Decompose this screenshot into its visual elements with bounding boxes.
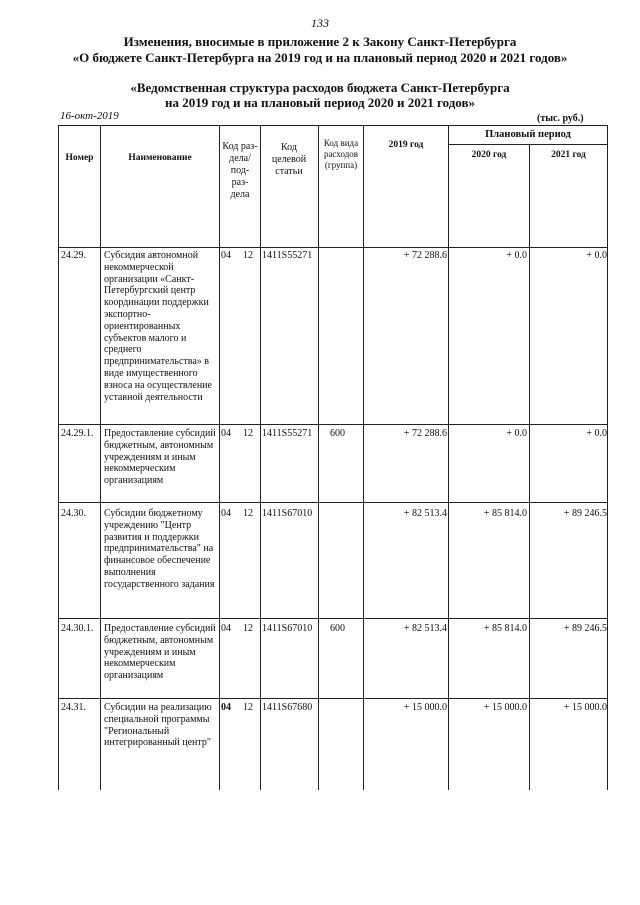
row-value-2021: + 15 000.0 xyxy=(563,702,607,713)
row-divider-3 xyxy=(58,618,608,619)
row-target: 1411S67010 xyxy=(262,623,313,634)
structure-title-line-1: «Ведомственная структура расходов бюджета Санкт-Петербурга xyxy=(130,80,510,95)
page-number: 133 xyxy=(311,16,329,30)
row-value-2021: + 0.0 xyxy=(586,250,607,261)
col-line-left xyxy=(58,125,59,790)
row-number: 24.30. xyxy=(61,508,86,519)
row-target: 1411S55271 xyxy=(262,250,313,261)
header-number: Номер xyxy=(65,153,94,163)
table-top-border xyxy=(58,125,608,126)
structure-title-line-2: на 2019 год и на плановый период 2020 и 2021 годов» xyxy=(164,95,475,110)
col-line-2020 xyxy=(529,144,530,790)
row-expense-type: 600 xyxy=(330,428,345,439)
row-subsection: 12 xyxy=(243,428,253,439)
row-divider-4 xyxy=(58,698,608,699)
row-section: 04 xyxy=(221,250,231,261)
header-2019: 2019 год xyxy=(388,140,424,150)
row-value-2019: + 82 513.4 xyxy=(403,623,447,634)
row-divider-1 xyxy=(58,424,608,425)
header-plan-period: Плановый период xyxy=(485,129,571,140)
law-title-line-2: «О бюджете Санкт-Петербурга на 2019 год и на плановый период 2020 и 2021 годов» xyxy=(72,50,568,65)
row-divider-2 xyxy=(58,502,608,503)
row-expense-type: 600 xyxy=(330,623,345,634)
row-section: 04 xyxy=(221,623,231,634)
row-name: Предоставление субсидий бюджетным, автономным учреждениям и иным некоммерческим организациям xyxy=(104,428,216,487)
header-expense-type: Код вида расходов (группа) xyxy=(323,138,359,170)
row-value-2019: + 72 288.6 xyxy=(403,250,447,261)
row-number: 24.29.1. xyxy=(61,428,94,439)
row-value-2020: + 85 814.0 xyxy=(483,508,527,519)
header-2021: 2021 год xyxy=(551,150,586,160)
row-value-2019: + 82 513.4 xyxy=(403,508,447,519)
header-2020: 2020 год xyxy=(471,150,507,160)
row-name: Предоставление субсидий бюджетным, автономным учреждениям и иным некоммерческим организациям xyxy=(104,623,216,682)
row-section: 04 xyxy=(221,428,231,439)
col-line-type xyxy=(363,125,364,790)
col-line-name xyxy=(219,125,220,790)
law-title-line-1: Изменения, вносимые в приложение 2 к Закону Санкт-Петербурга xyxy=(123,34,517,49)
units-label: (тыс. руб.) xyxy=(537,113,584,124)
row-number: 24.29. xyxy=(61,250,86,261)
col-line-section xyxy=(260,125,261,790)
header-section-code: Код раз- дела/ под- раз- дела xyxy=(222,141,258,200)
row-name: Субсидия автономной некоммерческой организации «Санкт-Петербургский центр координации поддержки экспортно-ориентированных субъектов малого и среднего предпринимательства» в виде имущественного взноса на осуществление уставной деятельности xyxy=(104,250,212,403)
row-value-2021: + 89 246.5 xyxy=(563,508,607,519)
row-name: Субсидии бюджетному учреждению "Центр развития и поддержки предпринимательства" на финансовое обеспечение выполнения государственного задания xyxy=(104,508,215,590)
row-target: 1411S55271 xyxy=(262,428,313,439)
row-value-2021: + 89 246.5 xyxy=(563,623,607,634)
col-line-2019 xyxy=(448,125,449,790)
row-value-2020: + 0.0 xyxy=(506,428,527,439)
header-name: Наименование xyxy=(128,153,192,163)
row-section: 04 xyxy=(221,702,231,713)
row-subsection: 12 xyxy=(243,702,253,713)
row-value-2021: + 0.0 xyxy=(586,428,607,439)
row-value-2020: + 0.0 xyxy=(506,250,527,261)
row-section: 04 xyxy=(221,508,231,519)
law-title xyxy=(0,34,640,66)
col-line-right xyxy=(607,125,608,790)
row-name: Субсидии на реализацию специальной программы "Региональный интегрированный центр" xyxy=(104,702,212,749)
row-subsection: 12 xyxy=(243,250,253,261)
row-number: 24.31. xyxy=(61,702,86,713)
row-number: 24.30.1. xyxy=(61,623,94,634)
budget-table xyxy=(0,125,640,905)
plan-period-divider xyxy=(448,144,608,145)
row-subsection: 12 xyxy=(243,623,253,634)
row-value-2019: + 15 000.0 xyxy=(403,702,447,713)
row-subsection: 12 xyxy=(243,508,253,519)
document-date: 16-окт-2019 xyxy=(60,110,119,122)
header-bottom-border xyxy=(58,247,608,248)
structure-title xyxy=(0,80,640,110)
row-target: 1411S67010 xyxy=(262,508,313,519)
row-value-2020: + 85 814.0 xyxy=(483,623,527,634)
row-target: 1411S67680 xyxy=(262,702,313,713)
col-line-number xyxy=(100,125,101,790)
row-value-2020: + 15 000.0 xyxy=(483,702,527,713)
row-value-2019: + 72 288.6 xyxy=(403,428,447,439)
col-line-target xyxy=(318,125,319,790)
header-target-code: Код целевой статьи xyxy=(271,142,307,177)
